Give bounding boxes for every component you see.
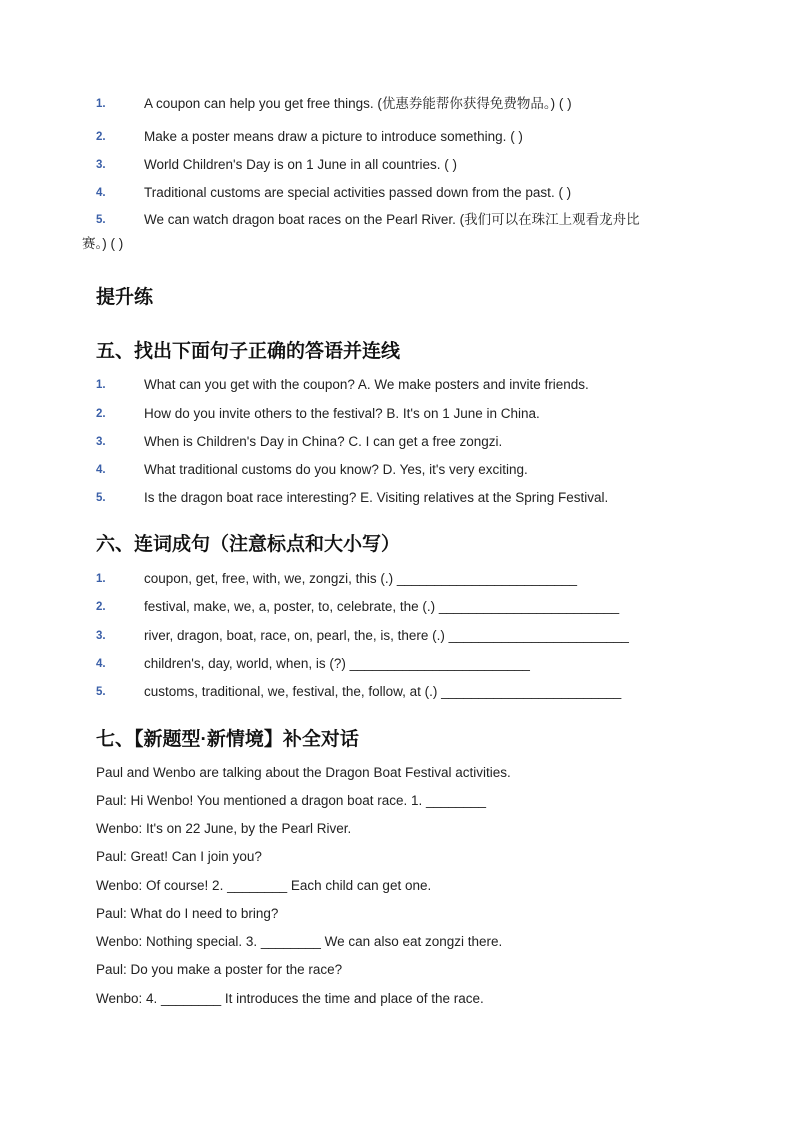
item-number: 2. (96, 408, 106, 420)
item-text: river, dragon, boat, race, on, pearl, the, is, there (.) ________________________ (144, 628, 629, 643)
item-text: What traditional customs do you know? D. Yes, it's very exciting. (144, 462, 528, 477)
item-text: Is the dragon boat race interesting? E. Visiting relatives at the Spring Festival. (144, 490, 609, 505)
item-number: 4. (96, 464, 106, 476)
item-number: 1. (96, 573, 106, 585)
item-number: 2. (96, 131, 106, 143)
item-text-continued: 赛。) ( ) (82, 236, 124, 251)
item-number: 2. (96, 601, 106, 613)
dialogue-line: Paul: Great! Can I join you? (96, 849, 262, 864)
dialogue-line: Paul: Hi Wenbo! You mentioned a dragon boat race. 1. ________ (96, 793, 487, 808)
item-text: When is Children's Day in China? C. I can get a free zongzi. (144, 434, 503, 449)
item-text: What can you get with the coupon? A. We make posters and invite friends. (144, 377, 589, 392)
item-number: 3. (96, 630, 106, 642)
section-title-word-order: 六、连词成句（注意标点和大小写） (96, 534, 401, 555)
item-number: 5. (96, 214, 106, 226)
item-number: 1. (96, 98, 106, 110)
dialogue-line: Wenbo: 4. ________ It introduces the time and place of the race. (96, 991, 484, 1006)
item-number: 4. (96, 187, 106, 199)
dialogue-line: Paul: What do I need to bring? (96, 906, 279, 921)
item-text: World Children's Day is on 1 June in all countries. ( ) (144, 157, 457, 172)
section-heading-improve: 提升练 (96, 287, 154, 308)
item-text: children's, day, world, when, is (?) ________________________ (144, 656, 530, 671)
item-text: Make a poster means draw a picture to introduce something. ( ) (144, 129, 523, 144)
section-title-dialogue: 七、【新题型·新情境】补全对话 (96, 729, 359, 750)
item-number: 1. (96, 379, 106, 391)
dialogue-line: Wenbo: Of course! 2. ________ Each child can get one. (96, 878, 432, 893)
item-text: Traditional customs are special activities passed down from the past. ( ) (144, 185, 572, 200)
item-text: A coupon can help you get free things. (优惠券能帮你获得免费物品。) ( ) (144, 96, 572, 111)
item-text: We can watch dragon boat races on the Pearl River. (我们可以在珠江上观看龙舟比 (144, 212, 640, 227)
item-number: 3. (96, 436, 106, 448)
item-number: 5. (96, 492, 106, 504)
dialogue-line: Wenbo: Nothing special. 3. ________ We can also eat zongzi there. (96, 934, 503, 949)
item-text: customs, traditional, we, festival, the, follow, at (.) ________________________ (144, 684, 622, 699)
item-text: coupon, get, free, with, we, zongzi, this (.) ________________________ (144, 571, 578, 586)
item-text: festival, make, we, a, poster, to, celebrate, the (.) ________________________ (144, 599, 620, 614)
item-number: 5. (96, 686, 106, 698)
dialogue-line: Paul: Do you make a poster for the race? (96, 962, 343, 977)
item-text: How do you invite others to the festival? B. It's on 1 June in China. (144, 406, 540, 421)
dialogue-line: Wenbo: It's on 22 June, by the Pearl River. (96, 821, 352, 836)
section-title-matching: 五、找出下面句子正确的答语并连线 (96, 341, 401, 362)
item-number: 3. (96, 159, 106, 171)
dialogue-line: Paul and Wenbo are talking about the Dragon Boat Festival activities. (96, 765, 511, 780)
item-number: 4. (96, 658, 106, 670)
